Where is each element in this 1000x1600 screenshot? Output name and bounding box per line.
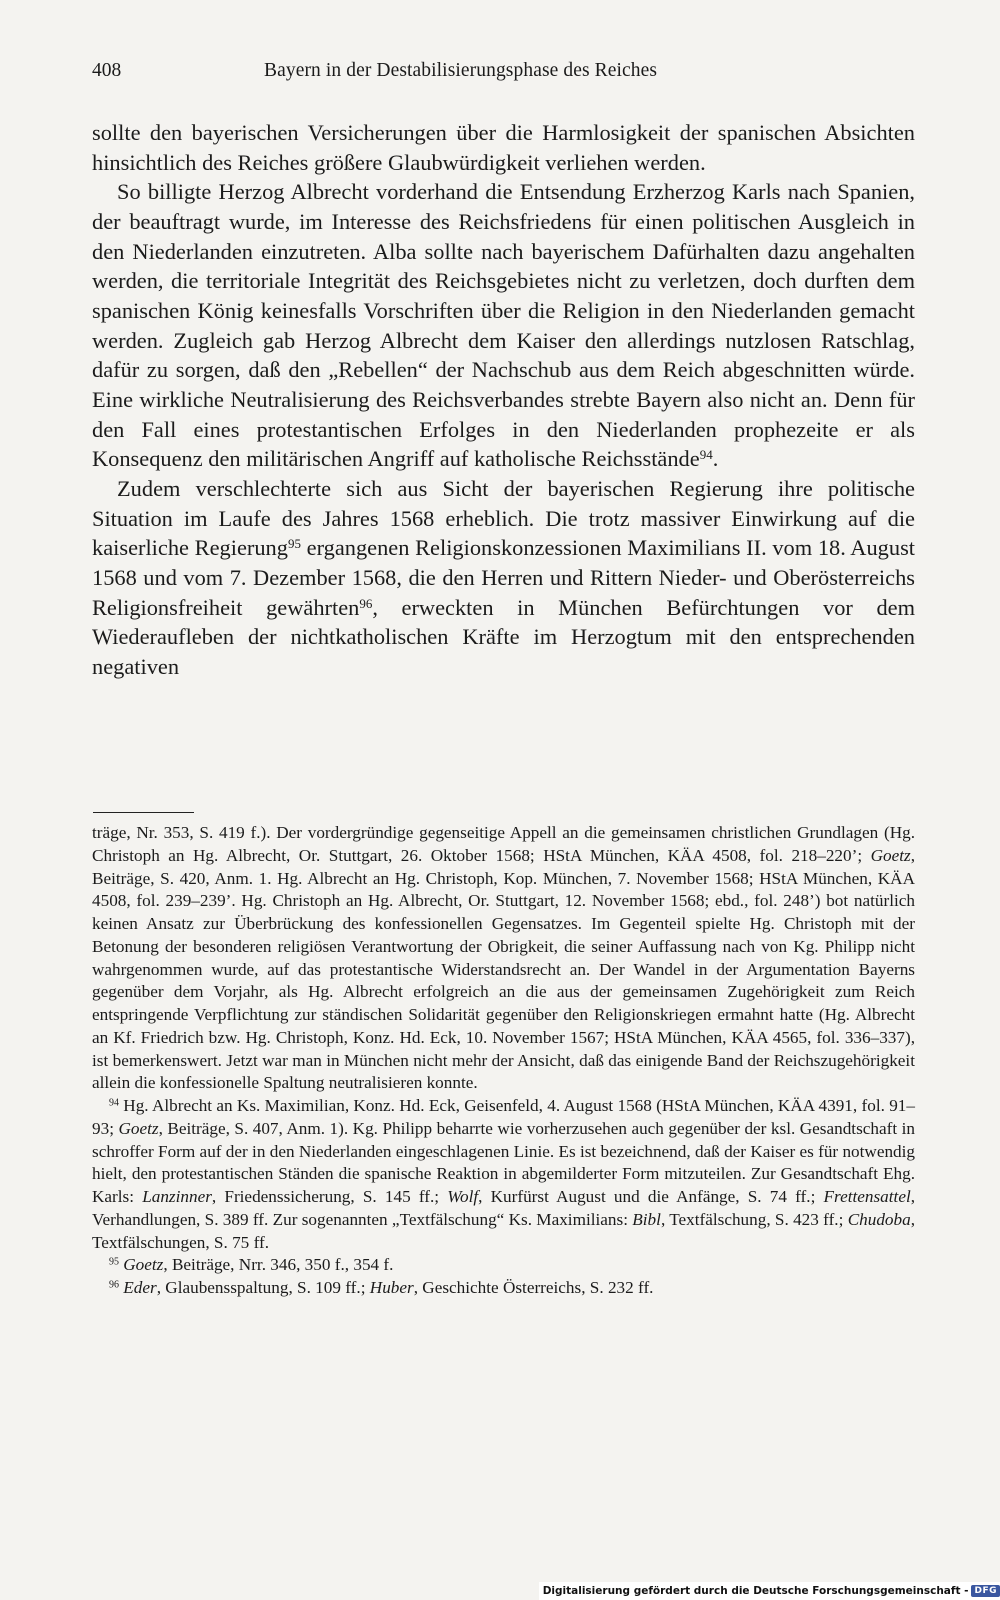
footnote-cont-text-a: träge, Nr. 353, S. 419 f.). Der vordergründige gegenseitige Appell an die gemeinsamen christlichen Grundlagen (Hg. Christoph an Hg. Albrecht, Or. Stuttgart, 26. Oktober 1568; HStA München, KÄA 4508, fol. 218–220’; [92,823,915,865]
paragraph-3-text-b: ergangenen Religionskonzessionen Maximilians II. vom 18. August 1568 und vom 7. Dezember 1568, die den Herren und Rittern Nieder- und Oberösterreichs Religionsfreiheit gewährten [92,535,916,620]
author-goetz: Goetz [118,1118,159,1138]
dfg-logo-icon: DFG [971,1585,1000,1597]
footnote-94-text-a: Hg. Albrecht an Ks. Maximilian, Konz. Hd. Eck, Geisenfeld, 4. August 1568 (HStA München, KÄA 4391, fol. 91–93; [92,1096,915,1138]
author-goetz: Goetz [123,1255,164,1275]
footnote-94-text-e: , Verhandlungen, S. 389 ff. Zur sogenannten „Textfälschung“ Ks. Maximilians: [92,1187,916,1229]
paragraph-2-text: So billigte Herzog Albrecht vorderhand die Entsendung Erzherzog Karls nach Spanien, der beauftragt wurde, im Interesse des Reichsfriedens für einen politischen Ausgleich in den Niederlanden einzutreten. Alba sollte nach bayerischem Dafürhalten dazu angehalten werden, die territoriale Integrität des Reichsgebietes nicht zu verletzen, doch durften dem spanischen König keinesfalls Vorschriften über die Religion in den Niederlanden gemacht werden. Zugleich gab Herzog Albrecht dem Kaiser den allerdings nutzlosen Ratschlag, dafür zu sorgen, daß den „Rebellen“ der Nachschub aus dem Reich abgeschnitten würde. Eine wirkliche Neutralisierung des Reichsverbandes strebte Bayern also nicht an. Denn für den Fall eines protestantischen Erfolges in den Niederlanden prophezeite er als Konsequenz den militärischen Angriff auf katholische Reichsstände [92,179,915,472]
footnote-ref-96: 96 [359,595,373,611]
footnote-96 [92,1277,915,1300]
author-wolf: Wolf [447,1187,479,1206]
paragraph-2-end: . [712,446,719,472]
author-bibl: Bibl [632,1209,661,1229]
author-chudoba: Chudoba [847,1209,911,1229]
footnote-cont-text-b: , Beiträge, S. 420, Anm. 1. Hg. Albrecht an Hg. Christoph, Kop. München, 7. November 1568; HStA München, KÄA 4508, fol. 239–239’. Hg. Christoph an Hg. Albrecht, Or. Stuttgart, 12. November 1568; ebd., fol. 248’) bot natürlich keinen Ansatz zur Überbrückung des konfessionellen Gegensatzes. Im Gegenteil spielte Hg. Christoph mit der Betonung der besonderen religiösen Verantwortung der Obrigkeit, die seiner Auffassung nach von Kg. Philipp nicht wahrgenommen wurde, auf das protestantische Widerstandsrecht an. Der Wandel in der Argumentation Bayerns gegenüber dem Vorjahr, als Hg. Albrecht erfolgreich an die aus der gemeinsamen Zugehörigkeit zum Reich entspringende Verpflichtung zur ständischen Solidarität gegenüber den Religionskriegen ermahnt hatte (Hg. Albrecht an Kf. Friedrich bzw. Hg. Christoph, Konz. Hd. Eck, 10. November 1567; HStA München, KÄA 4565, fol. 336–337), ist bemerkenswert. Jetzt war man in München nicht mehr der Ansicht, daß das einigende Band der Reichszugehörigkeit allein die konfessionelle Spaltung neutralisieren konnte. [92,845,915,1093]
footnote-95-text: , Beiträge, Nrr. 346, 350 f., 354 f. [163,1255,394,1275]
author-frettensattel: Frettensattel [823,1187,911,1206]
footnote-separator [93,812,194,813]
paragraph-3-text-c: , erweckten in München Befürchtungen vor dem Wiederaufleben der nichtkatholischen Kräfte im Herzogtum mit den entsprechenden negativen [92,594,916,679]
page-number: 408 [92,60,122,81]
footnotes [92,822,915,1300]
footnote-number-94: 94 [109,1097,119,1109]
footnote-94-text-g: , Textfälschungen, S. 75 ff. [92,1209,916,1252]
paragraph-3-text-a: Zudem verschlechterte sich aus Sicht der bayerischen Regierung ihre politische Situation im Laufe des Jahres 1568 erheblich. Die trotz massiver Einwirkung auf die kaiserliche Regierung [92,475,915,561]
footnote-number-95: 95 [109,1256,119,1268]
footnote-96-text-b: , Geschichte Österreichs, S. 232 ff. [413,1278,654,1297]
footnote-94 [92,1095,915,1254]
footnote-ref-95: 95 [287,536,301,552]
running-title: Bayern in der Destabilisierungsphase des Reiches [264,60,658,81]
author-lanzinner: Lanzinner [142,1187,212,1206]
digitization-credit [539,1582,1000,1600]
footnote-ref-94: 94 [699,447,713,463]
paragraph-2 [92,177,915,474]
author-huber: Huber [369,1278,414,1297]
footnote-94-text-c: , Friedenssicherung, S. 145 ff.; [211,1187,448,1206]
footnote-94-text-b: , Beiträge, S. 407, Anm. 1). Kg. Philipp beharrte wie vorherzusehen auch gegenüber der ksl. Gesandtschaft in schroffer Form auf der in den Niederlanden eingeschlagenen Linie. Es ist bezeichnend, daß der Kaiser es für notwendig hielt, den protestantischen Ständen die spanische Reaktion in abgemilderter Form mitzuteilen. Zur Gesandtschaft Ehg. Karls: [92,1118,915,1206]
footnote-94-text-f: , Textfälschung, S. 423 ff.; [660,1209,848,1229]
footnote-94-text-d: , Kurfürst August und die Anfänge, S. 74 ff.; [478,1187,824,1206]
main-text [92,118,915,681]
paragraph-1: sollte den bayerischen Versicherungen über die Harmlosigkeit der spanischen Absichten hinsichtlich des Reiches größere Glaubwürdigkeit verliehen werden. [92,120,915,175]
footnote-continuation [92,822,915,1095]
footnote-number-96: 96 [109,1279,119,1291]
author-eder: Eder [123,1278,157,1297]
footnote-95 [92,1254,915,1277]
author-goetz: Goetz [870,845,911,865]
credit-text: Digitalisierung gefördert durch die Deutsche Forschungsgemeinschaft - [542,1585,969,1597]
paragraph-3 [92,474,915,682]
footnote-96-text-a: , Glaubensspaltung, S. 109 ff.; [156,1278,370,1297]
